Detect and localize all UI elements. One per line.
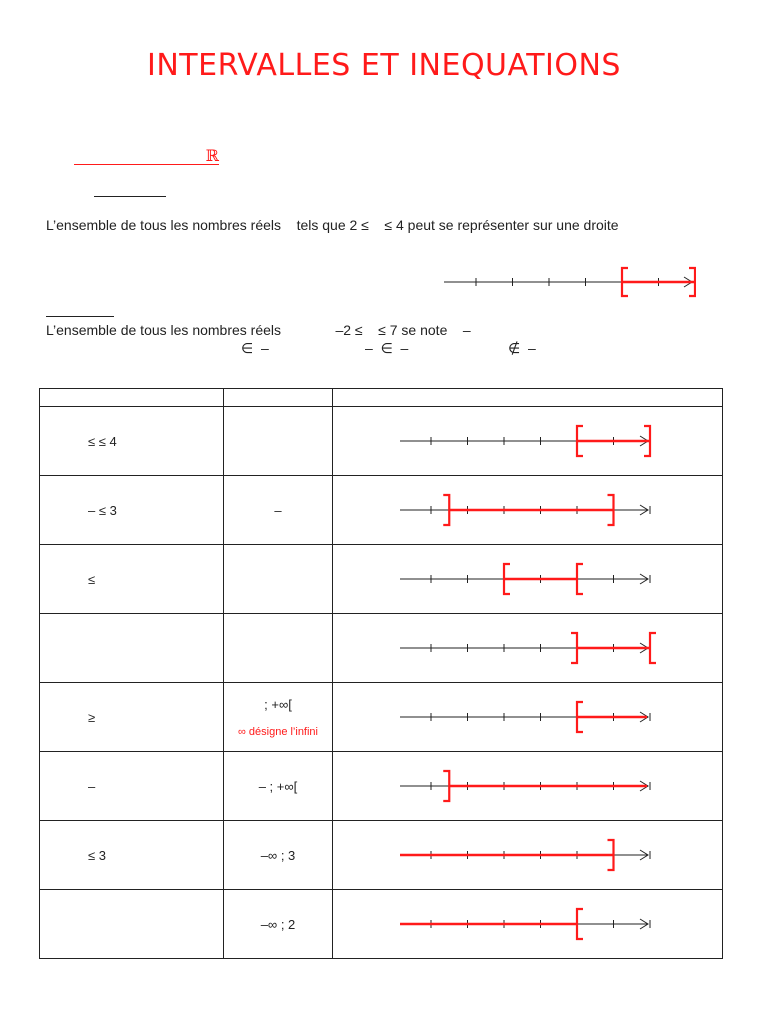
number-line-cell [333, 890, 723, 959]
number-line-cell [333, 614, 723, 683]
number-line-cell [333, 821, 723, 890]
table-row [40, 821, 723, 890]
inequality-text: ≤ [88, 571, 96, 587]
interval-cell [224, 890, 333, 959]
inequality-text: ≤ ≤ 4 [88, 433, 117, 449]
table-row [40, 890, 723, 959]
inequality-text: – ≤ 3 [88, 502, 117, 518]
header-inequality [40, 389, 224, 407]
paragraph-2-membership-a: ∈ – [241, 340, 269, 356]
interval-cell [224, 821, 333, 890]
interval-cell [224, 752, 333, 821]
number-line [398, 626, 658, 670]
number-line-example [440, 264, 696, 304]
number-line [398, 419, 658, 463]
right-bracket [650, 633, 656, 663]
reals-symbol: ℝ [205, 146, 219, 165]
intervals-table [39, 388, 723, 959]
header-representation [333, 389, 723, 407]
number-line [398, 488, 658, 532]
inequality-cell [40, 683, 224, 752]
number-line [398, 557, 658, 601]
interval-text: –∞ ; 2 [260, 916, 296, 932]
paragraph-2-membership-c: ∉ – [508, 340, 536, 356]
inequality-cell [40, 545, 224, 614]
inequality-cell [40, 752, 224, 821]
interval-text: – ; +∞[ [258, 778, 298, 794]
infinity-note: ∞ désigne l’infini [238, 725, 318, 738]
inequality-cell [40, 821, 224, 890]
inequality-cell [40, 407, 224, 476]
interval-text: – [274, 502, 282, 518]
number-line [398, 764, 658, 808]
inequality-text: – [88, 778, 96, 794]
inequality-cell [40, 476, 224, 545]
subheading-rule-2 [46, 316, 114, 317]
inequality-cell [40, 890, 224, 959]
number-line [398, 902, 658, 946]
table-row [40, 614, 723, 683]
interval-cell [224, 545, 333, 614]
number-line-cell [333, 476, 723, 545]
interval-text: –∞ ; 3 [260, 847, 296, 863]
interval-cell [224, 476, 333, 545]
table-row [40, 476, 723, 545]
header-interval [224, 389, 333, 407]
number-line-cell [333, 752, 723, 821]
number-line-cell [333, 683, 723, 752]
table-body [40, 407, 723, 959]
interval-cell [224, 407, 333, 476]
inequality-text: ≤ 3 [88, 847, 106, 863]
table-row [40, 545, 723, 614]
table-row [40, 407, 723, 476]
interval-text: ; +∞[ [264, 696, 292, 712]
number-line-cell [333, 407, 723, 476]
table-row [40, 683, 723, 752]
page-title: INTERVALLES ET INEQUATIONS [147, 48, 621, 83]
interval-cell [224, 683, 333, 752]
table-row [40, 752, 723, 821]
subheading-rule-1 [94, 196, 166, 197]
interval-cell [224, 614, 333, 683]
inequality-cell [40, 614, 224, 683]
paragraph-2-membership-b: – ∈ – [365, 340, 409, 356]
number-line [398, 833, 658, 877]
inequality-text: ≥ [88, 709, 96, 725]
table-header-row [40, 389, 723, 407]
paragraph-1: L’ensemble de tous les nombres réels tels que 2 ≤ ≤ 4 peut se représenter sur une droite [46, 217, 619, 233]
paragraph-2-line-1: L’ensemble de tous les nombres réels –2 ≤ ≤ 7 se note – [46, 322, 471, 338]
section-heading-reals [74, 146, 219, 165]
number-line [398, 695, 658, 739]
number-line-cell [333, 545, 723, 614]
